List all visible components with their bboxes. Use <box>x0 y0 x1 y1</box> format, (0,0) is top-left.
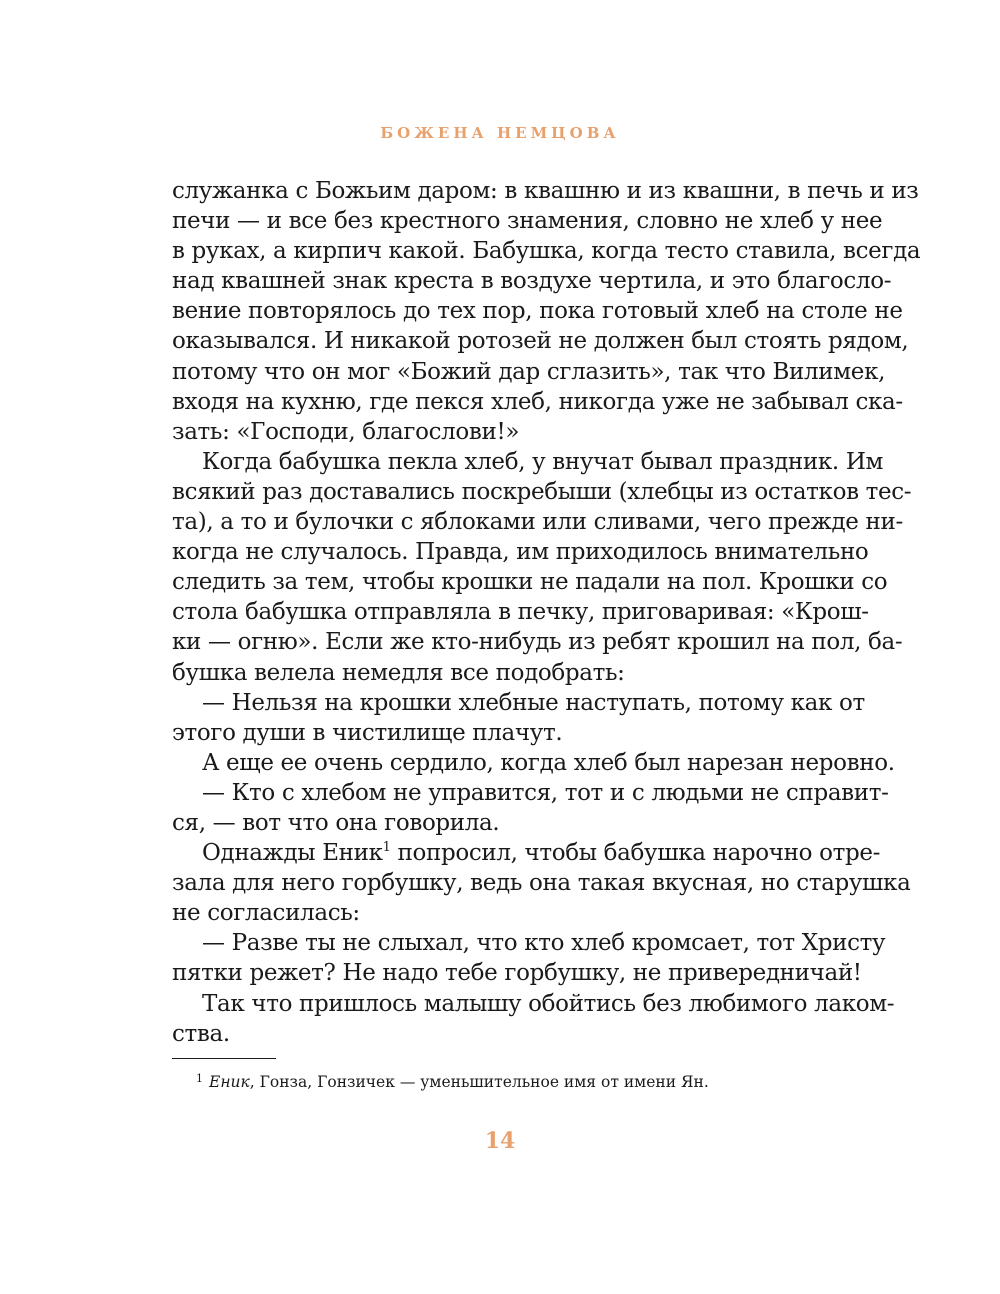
text-line: зать: «Господи, благослови!» <box>172 418 520 445</box>
text-line <box>172 838 881 868</box>
text-line: печи — и все без крестного знамения, словно не хлеб у нее <box>172 208 883 235</box>
text-line: служанка с Божьим даром: в квашню и из квашни, в печь и из <box>172 178 919 204</box>
footnote-divider <box>172 1058 276 1059</box>
footnote-reference-mark: 1 <box>382 840 391 856</box>
text-line: этого души в чистилище плачут. <box>172 719 563 746</box>
text-line: — Разве ты не слыхал, что кто хлеб кромсает, тот Христу <box>202 930 886 957</box>
footnote <box>196 1071 709 1093</box>
footnote-number: 1 <box>196 1072 203 1085</box>
text-line: ся, — вот что она говорила. <box>172 809 500 836</box>
text-line: зала для него горбушку, ведь она такая вкусная, но старушка <box>172 870 911 897</box>
running-head-title: БОЖЕНА НЕМЦОВА <box>380 124 620 142</box>
text-line: когда не случалось. Правда, им приходилось внимательно <box>172 539 869 566</box>
text-line: оказывался. И никакой ротозей не должен был стоять рядом, <box>172 328 909 355</box>
text-line: ства. <box>172 1020 230 1047</box>
text-line: следить за тем, чтобы крошки не падали на пол. Крошки со <box>172 569 888 596</box>
footnote-text: , Гонза, Гонзичек — уменьшительное имя от имени Ян. <box>249 1073 709 1091</box>
footnote-term: Еник <box>209 1073 250 1091</box>
text-segment: Однажды Еник <box>202 840 383 867</box>
text-line: Так что пришлось малышу обойтись без любимого лаком- <box>202 990 895 1017</box>
text-line: всякий раз доставались поскребыши (хлебцы из остатков тес- <box>172 478 912 505</box>
text-line: вение повторялось до тех пор, пока готовый хлеб на столе не <box>172 298 903 325</box>
text-line: — Нельзя на крошки хлебные наступать, потому как от <box>202 689 865 716</box>
text-line: входя на кухню, где пекся хлеб, никогда уже не забывал ска- <box>172 388 903 415</box>
text-line: не согласилась: <box>172 900 360 927</box>
text-line: та), а то и булочки с яблоками или сливами, чего прежде ни- <box>172 509 903 536</box>
text-line: бушка велела немедля все подобрать: <box>172 659 625 686</box>
text-line: А еще ее очень сердило, когда хлеб был нарезан неровно. <box>202 749 895 776</box>
text-line: Когда бабушка пекла хлеб, у внучат бывал праздник. Им <box>202 448 884 475</box>
text-segment: попросил, чтобы бабушка нарочно отре- <box>390 840 881 867</box>
main-text <box>172 176 921 1049</box>
text-line: в руках, а кирпич какой. Бабушка, когда тесто ставила, всегда <box>172 238 921 265</box>
text-line: ки — огню». Если же кто-нибудь из ребят крошил на пол, ба- <box>172 629 903 656</box>
page-number: 14 <box>484 1128 516 1154</box>
text-line: пятки режет? Не надо тебе горбушку, не привередничай! <box>172 960 862 987</box>
text-line: потому что он мог «Божий дар сглазить», так что Вилимек, <box>172 358 886 385</box>
text-line: над квашней знак креста в воздухе чертила, и это благосло- <box>172 268 892 295</box>
text-line: — Кто с хлебом не управится, тот и с людьми не справит- <box>202 779 889 806</box>
text-line: стола бабушка отправляла в печку, приговаривая: «Крош- <box>172 599 869 626</box>
